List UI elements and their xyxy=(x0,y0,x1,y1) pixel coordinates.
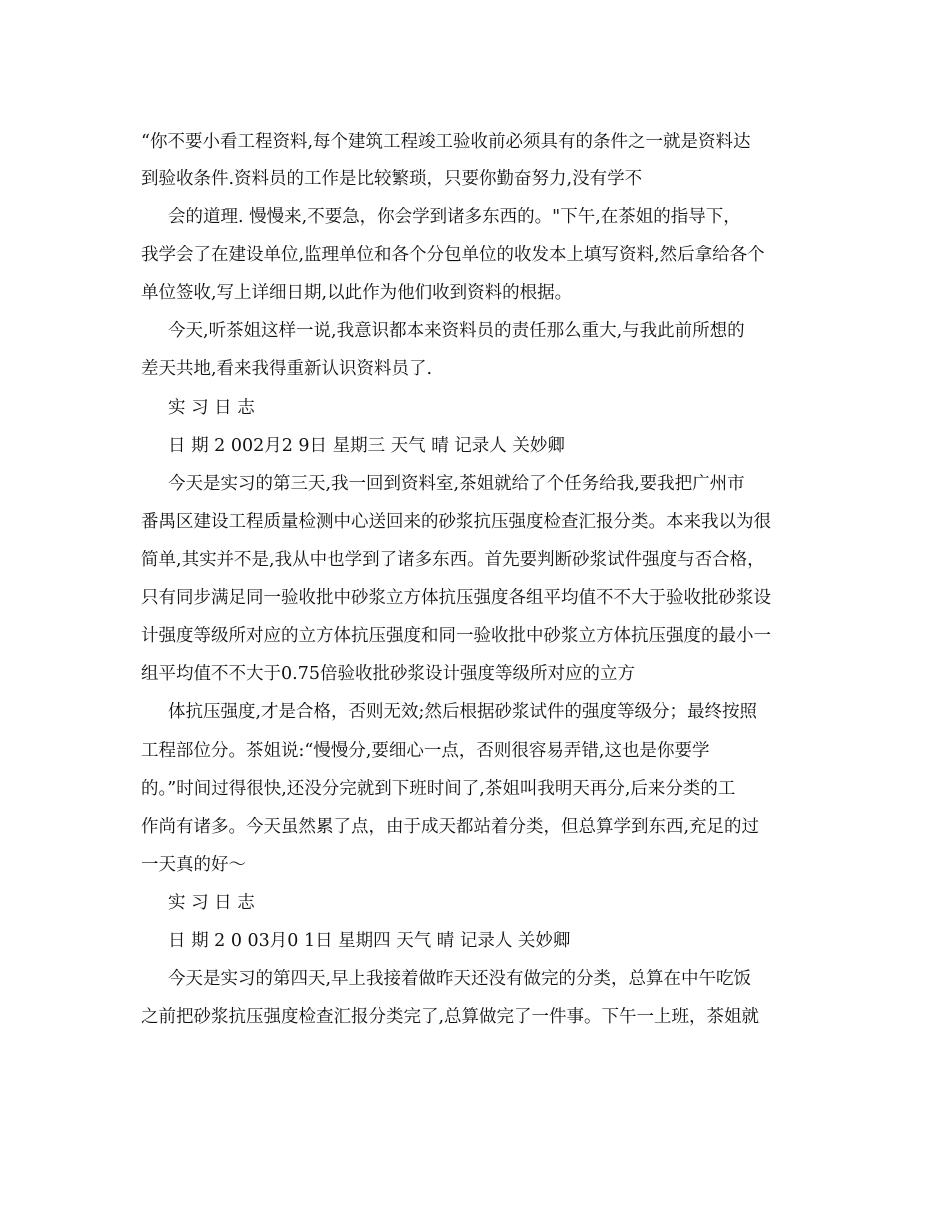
section-heading: 实 习 日 志 xyxy=(168,398,255,418)
text-line: 之前把砂浆抗压强度检查汇报分类完了,总算做完了一件事。下午一上班，茶姐就 xyxy=(141,1007,760,1027)
text-line: 工程部位分。茶姐说:“慢慢分,要细心一点，否则很容易弄错,这也是你要学 xyxy=(141,741,710,761)
text-line: 差天共地,看来我得重新认识资料员了. xyxy=(141,359,433,379)
text-line: “你不要小看工程资料,每个建筑工程竣工验收前必须具有的条件之一就是资料达 xyxy=(141,132,751,152)
text-line: 会的道理. 慢慢来,不要急，你会学到诸多东西的。"下午,在茶姐的指导下， xyxy=(168,207,741,227)
text-line: 我学会了在建设单位,监理单位和各个分包单位的收发本上填写资料,然后拿给各个 xyxy=(141,245,765,265)
text-line: 计强度等级所对应的立方体抗压强度和同一验收批中砂浆立方体抗压强度的最小一 xyxy=(141,626,771,646)
text-line: 一天真的好～ xyxy=(141,855,246,875)
text-line: 今天是实习的第三天,我一回到资料室,茶姐就给了个任务给我,要我把广州市 xyxy=(168,474,745,494)
section-heading: 实 习 日 志 xyxy=(168,893,255,913)
text-line: 到验收条件.资料员的工作是比较繁琐，只要你勤奋努力,没有学不 xyxy=(141,169,643,189)
text-line: 组平均值不不大于0.75倍验收批砂浆设计强度等级所对应的立方 xyxy=(141,664,635,684)
text-line: 只有同步满足同一验收批中砂浆立方体抗压强度各组平均值不不大于验收批砂浆设 xyxy=(141,588,771,608)
text-line: 的。”时间过得很快,还没分完就到下班时间了,茶姐叫我明天再分,后来分类的工 xyxy=(141,779,736,799)
date-line: 日 期 2 002月2 9日 星期三 天气 晴 记录人 关妙卿 xyxy=(168,436,565,456)
text-line: 作尚有诸多。今天虽然累了点，由于成天都站着分类，但总算学到东西,充足的过 xyxy=(141,817,760,837)
text-line: 简单,其实并不是,我从中也学到了诸多东西。首先要判断砂浆试件强度与否合格， xyxy=(141,550,765,570)
text-line: 番禺区建设工程质量检测中心送回来的砂浆抗压强度检查汇报分类。本来我以为很 xyxy=(141,512,771,532)
date-line: 日 期 2 0 03月0 1日 星期四 天气 晴 记录人 关妙卿 xyxy=(168,931,571,951)
text-line: 单位签收,写上详细日期,以此作为他们收到资料的根据。 xyxy=(141,283,573,303)
text-line: 体抗压强度,才是合格，否则无效;然后根据砂浆试件的强度等级分；最终按照 xyxy=(168,702,757,722)
text-line: 今天,听茶姐这样一说,我意识都本来资料员的责任那么重大,与我此前所想的 xyxy=(168,321,745,341)
text-line: 今天是实习的第四天,早上我接着做昨天还没有做完的分类，总算在中午吃饭 xyxy=(168,969,752,989)
